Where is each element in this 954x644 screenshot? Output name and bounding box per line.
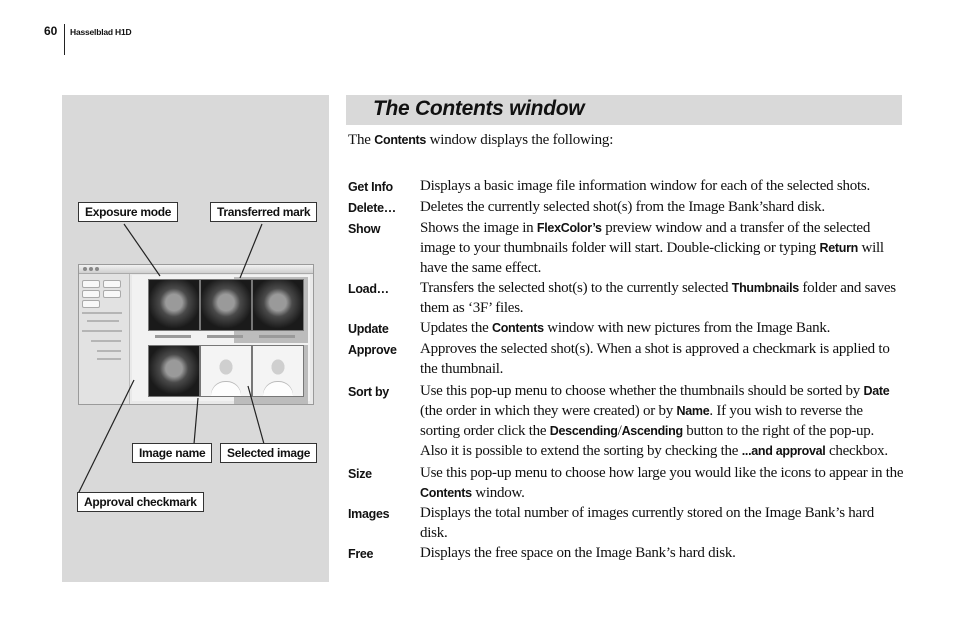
intro-paragraph (348, 132, 613, 149)
ui-term: Contents (491, 321, 544, 335)
description-text: Shows the image in (420, 220, 537, 236)
definition-entry (348, 197, 904, 218)
callout-exposure-mode: Exposure mode (78, 202, 178, 222)
thumbnail-image (148, 279, 200, 331)
description-text: Displays the total number of images currently stored on the Image Bank’s hard disk. (420, 505, 874, 541)
description-text: Also it is possible to extend the sorting by checking the (420, 443, 742, 459)
definition-description (420, 441, 904, 461)
intro-text: The (348, 132, 375, 148)
description-text: . If you wish to reverse the sorting order click the (420, 403, 863, 439)
definition-term: Free (348, 547, 374, 561)
callout-approval-checkmark: Approval checkmark (77, 492, 204, 512)
definition-entry (348, 503, 904, 543)
section-heading: The Contents window (373, 97, 585, 120)
definition-term: Get Info (348, 180, 393, 194)
definition-description (420, 463, 904, 503)
definition-entry (348, 441, 904, 461)
definition-description (420, 278, 904, 318)
definition-term: Update (348, 322, 389, 336)
definition-term: Size (348, 467, 372, 481)
definition-description (420, 318, 904, 339)
callout-image-name: Image name (132, 443, 212, 463)
description-text: Displays the free space on the Image Bank’s hard disk. (420, 545, 736, 561)
definition-entry (348, 381, 904, 441)
window-titlebar (79, 265, 313, 274)
description-text: Updates the (420, 320, 492, 336)
ui-term: ...and approval (741, 444, 826, 458)
callout-selected-image: Selected image (220, 443, 317, 463)
definition-term: Delete… (348, 201, 396, 215)
intro-bold-term: Contents (374, 133, 427, 147)
ui-term: Descending (549, 424, 618, 438)
definition-entry (348, 318, 904, 339)
definition-entry (348, 339, 904, 379)
header-divider (64, 24, 65, 55)
definition-term: Images (348, 507, 390, 521)
ui-term: Thumbnails (731, 281, 799, 295)
definition-description (420, 197, 904, 218)
ui-term: Ascending (621, 424, 683, 438)
definition-description (420, 543, 904, 564)
description-text: Use this pop-up menu to choose whether the thumbnails should be sorted by (420, 383, 864, 399)
thumbnail-image (200, 345, 252, 397)
description-text: folder and saves them as ‘3F’ files. (420, 280, 896, 316)
section-heading-bar (346, 95, 902, 125)
description-text: Transfers the selected shot(s) to the currently selected (420, 280, 732, 296)
definition-description (420, 503, 904, 543)
definition-term: Show (348, 222, 381, 236)
definition-entry (348, 278, 904, 318)
ui-term: Name (676, 404, 710, 418)
thumbnail-image (148, 345, 200, 397)
definition-entry (348, 176, 904, 197)
definition-list (348, 176, 904, 564)
definition-entry (348, 218, 904, 278)
description-text: / (617, 423, 622, 439)
running-header: Hasselblad H1D (70, 27, 132, 37)
definition-term (348, 441, 420, 461)
definition-term: Load… (348, 282, 389, 296)
definition-entry (348, 543, 904, 564)
description-text: (the order in which they were created) or by (420, 403, 677, 419)
definition-description (420, 176, 904, 197)
thumbnail-grid (132, 275, 310, 401)
definition-term: Sort by (348, 385, 389, 399)
thumbnail-image (200, 279, 252, 331)
description-text: window. (471, 485, 525, 501)
description-text: Displays a basic image file information window for each of the selected shots. (420, 178, 870, 194)
definition-description (420, 218, 904, 278)
thumbnail-image (252, 345, 304, 397)
definition-description (420, 381, 904, 441)
description-text: window with new pictures from the Image Bank. (543, 320, 831, 336)
page-number: 60 (44, 24, 58, 38)
definition-entry (348, 463, 904, 503)
description-text: Use this pop-up menu to choose how large you would like the icons to appear in the (420, 465, 904, 481)
definition-term: Approve (348, 343, 397, 357)
description-text: Approves the selected shot(s). When a shot is approved a checkmark is applied to the thumbnail. (420, 341, 890, 377)
description-text: preview window and a transfer of the selected image to your thumbnails folder will start. Double-clicking or typing (420, 220, 871, 256)
ui-term: Date (863, 384, 890, 398)
description-text: checkbox. (825, 443, 888, 459)
contents-window-screenshot (78, 264, 314, 405)
description-text: will have the same effect. (420, 240, 884, 276)
description-text: button to the right of the pop-up. (682, 423, 875, 439)
thumbnail-image (252, 279, 304, 331)
callout-transferred-mark: Transferred mark (210, 202, 317, 222)
ui-term: FlexColor’s (536, 221, 602, 235)
ui-term: Return (819, 241, 858, 255)
window-sidebar (79, 274, 130, 404)
description-text: Deletes the currently selected shot(s) from the Image Bank’shard disk. (420, 199, 825, 215)
ui-term: Contents (420, 486, 472, 500)
definition-description (420, 339, 904, 379)
intro-text: window displays the following: (426, 132, 614, 148)
